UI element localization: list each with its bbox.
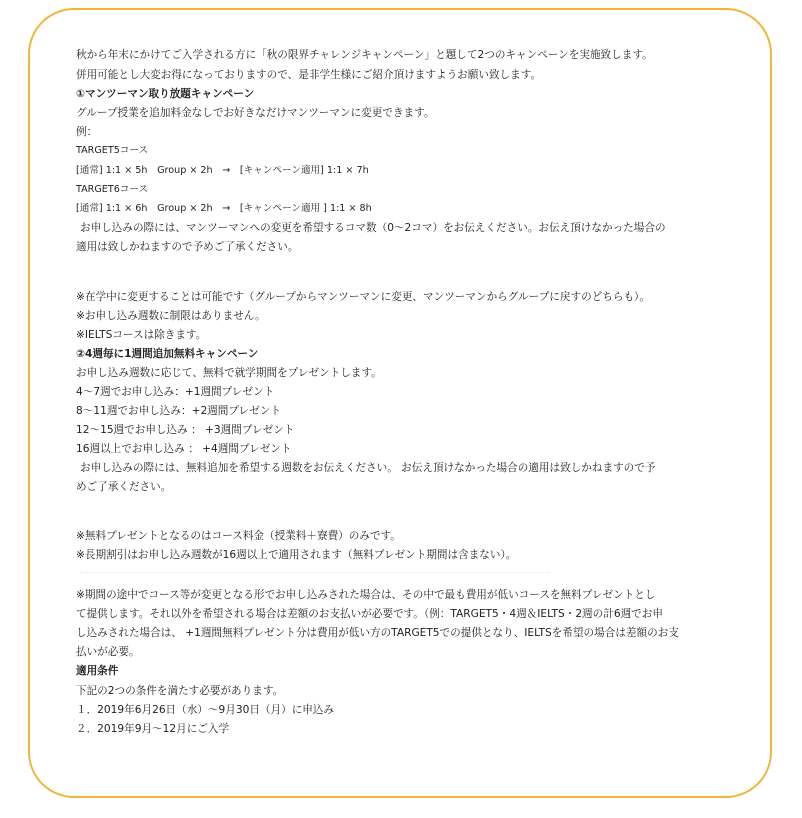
target5-plan: [通常] 1:1 × 5h Group × 2h → [キャンペーン適用] 1:1 × 7h: [76, 165, 369, 176]
campaign-1-description: グループ授業を追加料金なしでお好きなだけマンツーマンに変更できます。: [76, 107, 435, 119]
note-ielts-excluded: ※IELTSコースは除きます。: [76, 329, 207, 341]
target5-course-label: TARGET5コース: [76, 145, 149, 156]
intro-line-2: 併用可能とし大変お得になっておりますので、是非学生様にご紹介頂けますようお願い致します。: [76, 69, 542, 81]
campaign-frame: [28, 8, 772, 798]
target6-plan: [通常] 1:1 × 6h Group × 2h → [キャンペーン適用 ] 1:1 × 8h: [76, 203, 372, 214]
week-offer-row: 8〜11週でお申し込み：+2週間プレゼント: [76, 405, 281, 417]
condition-item: ２．2019年9月〜12月にご入学: [76, 723, 230, 735]
note-no-week-limit: ※お申し込み週数に制限はありません。: [76, 310, 266, 322]
course-change-note-line-3: し込みされた場合は、 +1週間無料プレゼント分は費用が低い方のTARGET5での提供となり、IELTSを希望の場合は差額のお支: [76, 627, 679, 639]
conditions-description: 下記の2つの条件を満たす必要があります。: [76, 685, 284, 697]
week-offer-row: 4〜7週でお申し込み：+1週間プレゼント: [76, 386, 275, 398]
example-label: 例：: [76, 126, 98, 138]
campaign-2-note-line-1: お申し込みの際には、無料追加を希望する週数をお伝えください。 お伝え頂けなかった場合の適用は致しかねますので予: [80, 462, 656, 474]
week-offer-row: 12〜15週でお申し込み ： +3週間プレゼント: [76, 424, 295, 436]
target6-course-label: TARGET6コース: [76, 184, 149, 195]
note-long-term-discount: ※長期割引はお申し込み週数が16週以上で適用されます（無料プレゼント期間は含まない）。: [76, 549, 517, 561]
campaign-2-title: ②4週毎に1週間追加無料キャンペーン: [76, 348, 259, 360]
note-free-course-fee: ※無料プレゼントとなるのはコース料金（授業料＋寮費）のみです。: [76, 530, 401, 542]
campaign-1-note-line-2: 適用は致しかねますので予めご了承ください。: [76, 241, 299, 253]
week-offer-row: 16週以上でお申し込み ： +4週間プレゼント: [76, 443, 292, 455]
conditions-title: 適用条件: [76, 665, 119, 677]
course-change-note-line-4: 払いが必要。: [76, 646, 140, 658]
campaign-2-note-line-2: めご了承ください。: [76, 481, 172, 493]
note-change-allowed: ※在学中に変更することは可能です（グループからマンツーマンに変更、マンツーマンからグループに戻すのどちらも）。: [76, 291, 650, 303]
campaign-1-note-line-1: お申し込みの際には、マンツーマンへの変更を希望するコマ数（0〜2コマ）をお伝えください。お伝え頂けなかった場合の: [80, 222, 666, 234]
course-change-note-line-1: ※期間の途中でコース等が変更となる形でお申し込みされた場合は、その中で最も費用が低いコースを無料プレゼントとし: [76, 589, 656, 601]
divider: [80, 572, 550, 577]
campaign-2-description: お申し込み週数に応じて、無料で就学期間をプレゼントします。: [76, 367, 382, 379]
condition-item: １．2019年6月26日（水）〜9月30日（月）に申込み: [76, 704, 335, 716]
intro-line-1: 秋から年末にかけてご入学される方に「秋の限界チャレンジキャンペーン」と題して2つのキャンペーンを実施致します。: [76, 49, 653, 61]
course-change-note-line-2: て提供します。それ以外を希望される場合は差額のお支払いが必要です。（例：TARGET5・4週＆IELTS・2週の計6週でお申: [76, 608, 663, 620]
campaign-1-title: ①マンツーマン取り放題キャンペーン: [76, 88, 255, 100]
